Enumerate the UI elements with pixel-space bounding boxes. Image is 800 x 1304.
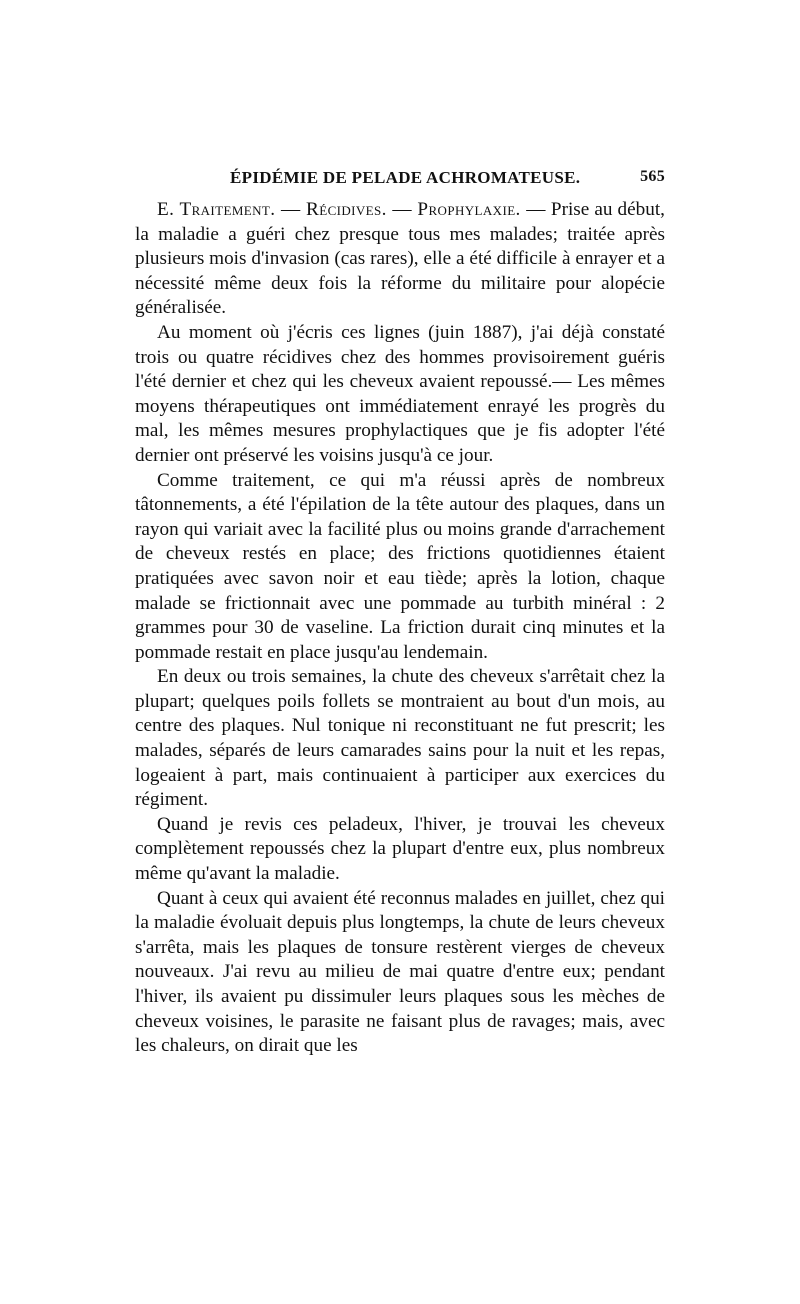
section-lead-text: Prise au début, la maladie a guéri chez presque tous mes malades; traitée après plusieurs mois d'invasion (cas rares), elle a été difficile à enrayer et a nécessité même deux fois la réforme du militaire pour alopécie généralisée. <box>135 199 665 319</box>
paragraph: Quant à ceux qui avaient été reconnus malades en juillet, chez qui la maladie évoluait depuis plus longtemps, la chute de leurs cheveux s'arrêta, mais les plaques de tonsure restèrent vierges de cheveux nouveaux. J'ai revu au milieu de mai quatre d'entre eux; pendant l'hiver, ils avaient pu dissimuler leurs plaques sous les mèches de cheveux voisines, le parasite ne faisant plus de ravages; mais, avec les chaleurs, on dirait que les <box>135 887 665 1057</box>
running-title: ÉPIDÉMIE DE PELADE ACHROMATEUSE. <box>230 168 581 187</box>
paragraph: Au moment où j'écris ces lignes (juin 1887), j'ai déjà constaté trois ou quatre récidives chez des hommes provisoirement guéris l'été dernier et chez qui les cheveux avaient repoussé.— Les mêmes moyens thérapeutiques ont immédiatement enrayé les progrès du mal, les mêmes mesures prophylactiques que je fis adopter l'été dernier ont préservé les voisins jusqu'à ce jour. <box>135 321 665 466</box>
section-heading: E. Traitement. — Récidives. — Prophylaxie. — <box>157 199 546 220</box>
paragraph: En deux ou trois semaines, la chute des cheveux s'arrêtait chez la plupart; quelques poils follets se montraient au bout d'un mois, au centre des plaques. Nul tonique ni reconstituant ne fut prescrit; les malades, séparés de leurs camarades sains pour la nuit et les repas, logeaient à part, mais continuaient à participer aux exercices du régiment. <box>135 666 665 811</box>
paragraph-section-e <box>135 198 665 321</box>
paragraph: Quand je revis ces peladeux, l'hiver, je trouvai les cheveux complètement repoussés chez la plupart d'entre eux, plus nombreux même qu'avant la maladie. <box>135 813 665 885</box>
paragraph: Comme traitement, ce qui m'a réussi après de nombreux tâtonnements, a été l'épilation de la tête autour des plaques, dans un rayon qui variait avec la facilité plus ou moins grande d'arrachement de cheveux restés en place; des frictions quotidiennes étaient pratiquées avec savon noir et eau tiède; après la lotion, chaque malade se frictionnait avec une pommade au turbith minéral : 2 grammes pour 30 de vaseline. La friction durait cinq minutes et la pommade restait en place jusqu'au lendemain. <box>135 469 665 663</box>
book-page <box>135 168 665 1059</box>
page-number: 565 <box>640 168 665 185</box>
body-text <box>135 198 665 1059</box>
running-header <box>135 168 665 192</box>
